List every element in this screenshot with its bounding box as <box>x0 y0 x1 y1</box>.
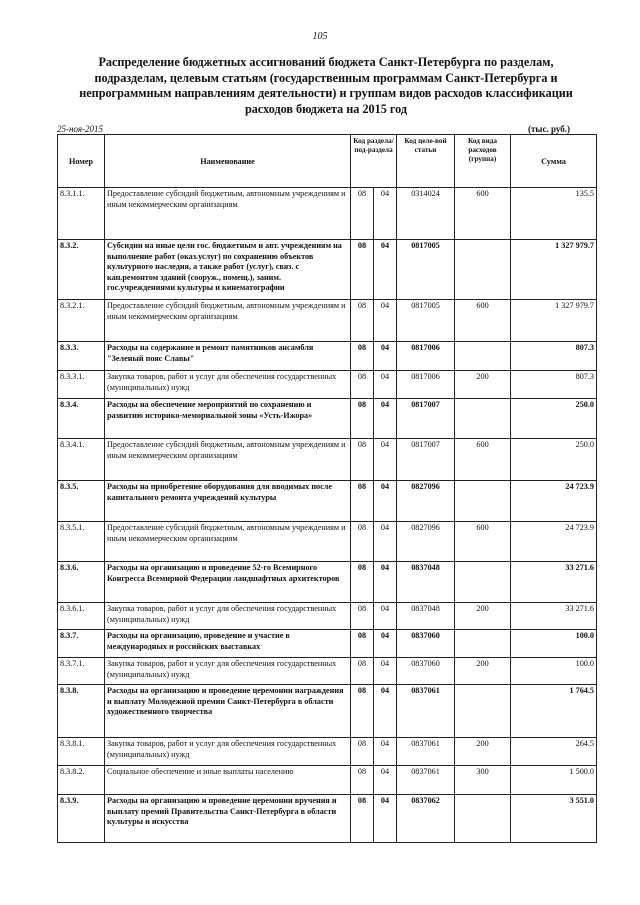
table-row <box>58 766 597 795</box>
row-number: 8.3.2. <box>58 240 105 300</box>
row-name: Закупка товаров, работ и услуг для обеспечения государственных (муниципальных) нужд <box>105 603 351 630</box>
row-name: Расходы на приобретение оборудования для вводимых после капитального ремонта учреждений культуры <box>105 481 351 522</box>
row-subsection: 04 <box>374 603 397 630</box>
row-subsection: 04 <box>374 738 397 766</box>
title-line: Распределение бюджетных ассигнований бюджета Санкт-Петербурга по разделам, <box>98 55 554 69</box>
row-subsection: 04 <box>374 300 397 342</box>
row-article: 0827096 <box>397 522 455 562</box>
row-expense-type: 200 <box>455 603 511 630</box>
row-number: 8.3.5. <box>58 481 105 522</box>
row-name: Социальное обеспечение и иные выплаты населению <box>105 766 351 795</box>
row-number: 8.3.1.1. <box>58 188 105 240</box>
row-name: Предоставление субсидий бюджетным, автономным учреждениям и иным некоммерческим организациям <box>105 300 351 342</box>
row-article: 0817006 <box>397 342 455 371</box>
header-name: Наименование <box>105 135 351 188</box>
table-row <box>58 562 597 603</box>
row-name: Расходы на содержание и ремонт памятников ансамбля "Зеленый пояс Славы" <box>105 342 351 371</box>
table-row <box>58 658 597 685</box>
row-article: 0314024 <box>397 188 455 240</box>
row-number: 8.3.9. <box>58 795 105 843</box>
row-amount: 24 723.9 <box>511 522 597 562</box>
document-title <box>56 55 596 117</box>
row-number: 8.3.2.1. <box>58 300 105 342</box>
row-section: 08 <box>351 481 374 522</box>
row-amount: 250.0 <box>511 439 597 481</box>
row-expense-type: 600 <box>455 439 511 481</box>
budget-table <box>57 134 597 843</box>
row-expense-type: 300 <box>455 766 511 795</box>
row-number: 8.3.6.1. <box>58 603 105 630</box>
row-subsection: 04 <box>374 481 397 522</box>
row-name: Расходы на организацию и проведение 52-го Всемирного Конгресса Всемирной Федерации ландшафтных архитекторов <box>105 562 351 603</box>
row-expense-type <box>455 685 511 738</box>
row-number: 8.3.8.2. <box>58 766 105 795</box>
row-expense-type <box>455 630 511 658</box>
row-section: 08 <box>351 240 374 300</box>
row-expense-type <box>455 795 511 843</box>
title-line: расходов бюджета на 2015 год <box>244 101 408 116</box>
row-number: 8.3.8. <box>58 685 105 738</box>
row-section: 08 <box>351 371 374 399</box>
row-name: Расходы на организацию и проведение церемонии награждения и выплату Молодежной премии Санкт-Петербурга в области художественного творчества <box>105 685 351 738</box>
row-number: 8.3.4.1. <box>58 439 105 481</box>
row-section: 08 <box>351 795 374 843</box>
row-name: Закупка товаров, работ и услуг для обеспечения государственных (муниципальных) нужд <box>105 371 351 399</box>
row-expense-type <box>455 481 511 522</box>
row-expense-type: 200 <box>455 658 511 685</box>
row-amount: 3 551.0 <box>511 795 597 843</box>
table-row <box>58 522 597 562</box>
row-subsection: 04 <box>374 240 397 300</box>
row-name: Предоставление субсидий бюджетным, автономным учреждениям и иным некоммерческим организациям <box>105 522 351 562</box>
row-article: 0837061 <box>397 738 455 766</box>
row-name: Закупка товаров, работ и услуг для обеспечения государственных (муниципальных) нужд <box>105 658 351 685</box>
row-name: Расходы на организацию, проведение и участие в международных и российских выставках <box>105 630 351 658</box>
row-amount: 135.5 <box>511 188 597 240</box>
document-date: 25-ноя-2015 <box>57 124 104 134</box>
row-article: 0837061 <box>397 766 455 795</box>
row-expense-type: 200 <box>455 738 511 766</box>
row-expense-type <box>455 562 511 603</box>
row-expense-type <box>455 240 511 300</box>
header-number: Номер <box>58 135 105 188</box>
table-row <box>58 240 597 300</box>
table-header-row <box>58 135 597 188</box>
row-article: 0817005 <box>397 240 455 300</box>
row-number: 8.3.4. <box>58 399 105 439</box>
table-row <box>58 399 597 439</box>
row-section: 08 <box>351 300 374 342</box>
table-row <box>58 371 597 399</box>
table-row <box>58 603 597 630</box>
row-article: 0817007 <box>397 399 455 439</box>
header-amount: Сумма <box>511 135 597 188</box>
row-subsection: 04 <box>374 795 397 843</box>
table-row <box>58 685 597 738</box>
row-section: 08 <box>351 188 374 240</box>
row-amount: 1 500.0 <box>511 766 597 795</box>
row-expense-type: 600 <box>455 300 511 342</box>
row-amount: 33 271.6 <box>511 603 597 630</box>
row-article: 0837062 <box>397 795 455 843</box>
row-article: 0827096 <box>397 481 455 522</box>
row-subsection: 04 <box>374 630 397 658</box>
row-section: 08 <box>351 658 374 685</box>
row-subsection: 04 <box>374 399 397 439</box>
row-section: 08 <box>351 603 374 630</box>
row-amount: 100.0 <box>511 658 597 685</box>
row-article: 0837048 <box>397 562 455 603</box>
row-subsection: 04 <box>374 685 397 738</box>
table-row <box>58 439 597 481</box>
title-line: подразделам, целевым статьям (государственным программам Санкт-Петербурга и <box>94 70 558 85</box>
row-section: 08 <box>351 342 374 371</box>
row-number: 8.3.7.1. <box>58 658 105 685</box>
row-article: 0837048 <box>397 603 455 630</box>
row-name: Расходы на организацию и проведение церемонии вручения и выплату премий Правительства Санкт-Петербурга в области культуры и искусства <box>105 795 351 843</box>
row-article: 0837060 <box>397 630 455 658</box>
row-name: Субсидии на иные цели гос. бюджетным и авт. учреждениям на выполнение работ (оказ.услуг) по сохранению объектов культурного наследия, а также работ (услуг), связ. с кап.ремонтом зданий (сооруж., помещ.), заним. гос.учреждениями культуры и кинематографии <box>105 240 351 300</box>
row-amount: 33 271.6 <box>511 562 597 603</box>
table-row <box>58 342 597 371</box>
header-article: Код целе-вой статьи <box>397 135 455 188</box>
row-section: 08 <box>351 562 374 603</box>
row-number: 8.3.8.1. <box>58 738 105 766</box>
row-subsection: 04 <box>374 342 397 371</box>
row-section: 08 <box>351 685 374 738</box>
table-row <box>58 481 597 522</box>
row-amount: 264.5 <box>511 738 597 766</box>
table-row <box>58 300 597 342</box>
row-article: 0817006 <box>397 371 455 399</box>
title-line: непрограммным направлениям деятельности) и группам видов расходов классификации <box>79 86 573 100</box>
row-section: 08 <box>351 766 374 795</box>
row-section: 08 <box>351 522 374 562</box>
header-expense-type: Код вида расходов (группа) <box>455 135 511 188</box>
row-subsection: 04 <box>374 439 397 481</box>
row-expense-type: 600 <box>455 188 511 240</box>
row-amount: 807.3 <box>511 371 597 399</box>
row-subsection: 04 <box>374 522 397 562</box>
table-row <box>58 795 597 843</box>
row-article: 0817005 <box>397 300 455 342</box>
row-number: 8.3.7. <box>58 630 105 658</box>
row-name: Закупка товаров, работ и услуг для обеспечения государственных (муниципальных) нужд <box>105 738 351 766</box>
row-article: 0817007 <box>397 439 455 481</box>
row-amount: 1 327 979.7 <box>511 240 597 300</box>
table-row <box>58 630 597 658</box>
row-subsection: 04 <box>374 658 397 685</box>
row-amount: 1 764.5 <box>511 685 597 738</box>
row-subsection: 04 <box>374 371 397 399</box>
row-amount: 250.0 <box>511 399 597 439</box>
table-row <box>58 738 597 766</box>
row-number: 8.3.6. <box>58 562 105 603</box>
row-section: 08 <box>351 439 374 481</box>
row-amount: 807.3 <box>511 342 597 371</box>
row-subsection: 04 <box>374 562 397 603</box>
row-expense-type: 200 <box>455 371 511 399</box>
row-amount: 1 327 979.7 <box>511 300 597 342</box>
row-name: Предоставление субсидий бюджетным, автономным учреждениям и иным некоммерческим организациям <box>105 188 351 240</box>
row-name: Предоставление субсидий бюджетным, автономным учреждениям и иным некоммерческим организациям <box>105 439 351 481</box>
row-name: Расходы на обеспечение мероприятий по сохранению и развитию историко-мемориальной зоны «Усть-Ижора» <box>105 399 351 439</box>
page-number: 105 <box>312 31 328 42</box>
row-number: 8.3.5.1. <box>58 522 105 562</box>
units-label: (тыс. руб.) <box>528 124 570 134</box>
row-number: 8.3.3. <box>58 342 105 371</box>
row-expense-type <box>455 399 511 439</box>
row-subsection: 04 <box>374 188 397 240</box>
header-section: Код раздела/ под-раздела <box>351 135 397 188</box>
row-amount: 24 723.9 <box>511 481 597 522</box>
table-row <box>58 188 597 240</box>
row-section: 08 <box>351 630 374 658</box>
row-article: 0837060 <box>397 658 455 685</box>
row-article: 0837061 <box>397 685 455 738</box>
row-subsection: 04 <box>374 766 397 795</box>
row-expense-type: 600 <box>455 522 511 562</box>
row-number: 8.3.3.1. <box>58 371 105 399</box>
row-section: 08 <box>351 399 374 439</box>
row-section: 08 <box>351 738 374 766</box>
row-amount: 100.0 <box>511 630 597 658</box>
row-expense-type <box>455 342 511 371</box>
